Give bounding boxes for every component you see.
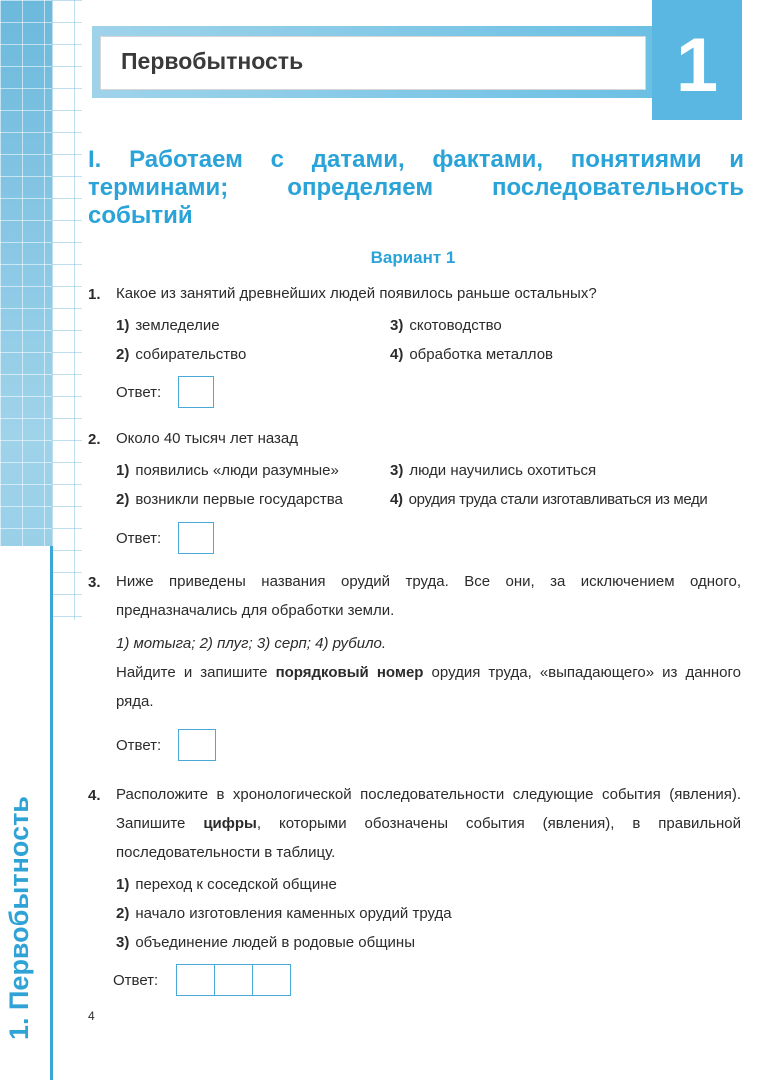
decorative-grid (52, 0, 82, 620)
question-4-option-3: 3) объединение людей в родовые общины (116, 934, 415, 951)
side-tab-label: 1. Первобытность (4, 796, 34, 1040)
question-2-option-3: 3) люди научились охотиться (390, 462, 597, 479)
question-3-answer-box[interactable] (178, 729, 216, 761)
question-2-text: Около 40 тысяч лет назад (116, 430, 299, 447)
question-2-option-1: 1) появились «люди разумные» (116, 462, 339, 479)
question-2-answer-box[interactable] (178, 522, 214, 554)
question-2-option-4: 4) орудия труда стали изготавливаться из меди (390, 491, 708, 508)
question-4-answer-cell-2[interactable] (214, 964, 253, 996)
question-1-answer-box[interactable] (178, 376, 214, 408)
question-1-number: 1. (88, 286, 101, 303)
question-2-answer-label: Ответ: (116, 530, 162, 547)
question-4-answer-cell-1[interactable] (176, 964, 215, 996)
question-4-option-2: 2) начало изготовления каменных орудий труда (116, 905, 452, 922)
page-number: 4 (88, 1009, 95, 1023)
header-box (100, 36, 646, 90)
question-4-answer-cell-3[interactable] (252, 964, 291, 996)
section-title: I. Работаем с датами, фактами, понятиями и терминами; определяем последовательность событий (88, 146, 744, 229)
question-1-answer-label: Ответ: (116, 384, 162, 401)
chapter-number: 1 (675, 23, 719, 108)
chapter-tab (652, 0, 742, 120)
question-3-text: Ниже приведены названия орудий труда. Все они, за исключением одного, предназначались для обработки земли. (116, 573, 741, 619)
question-1-option-4: 4) обработка металлов (390, 346, 554, 363)
question-4-answer-label: Ответ: (113, 972, 159, 989)
page-title: Первобытность (121, 48, 304, 74)
question-4-option-1: 1) переход к соседской общине (116, 876, 337, 893)
question-4-number: 4. (88, 787, 101, 804)
question-1-text: Какое из занятий древнейших людей появилось раньше остальных? (116, 285, 597, 302)
question-1-option-2: 2) собирательство (116, 346, 247, 363)
question-1-option-1: 1) земледелие (116, 317, 220, 334)
variant-title: Вариант 1 (370, 248, 456, 267)
question-1-option-3: 3) скотоводство (390, 317, 502, 334)
question-3-instruction: Найдите и запишите порядковый номер орудия труда, «выпадающего» из данного ряда. (116, 664, 741, 710)
question-2-number: 2. (88, 431, 101, 448)
question-2-option-2: 2) возникли первые государства (116, 491, 343, 508)
question-4-text: Расположите в хронологической последовательности следующие события (явления). Запишите цифры, которыми обозначены события (явления), в правильной последовательности в таблицу. (116, 786, 742, 861)
question-3-answer-label: Ответ: (116, 737, 162, 754)
question-3-number: 3. (88, 574, 101, 591)
question-3-list: 1) мотыга; 2) плуг; 3) серп; 4) рубило. (116, 635, 387, 652)
